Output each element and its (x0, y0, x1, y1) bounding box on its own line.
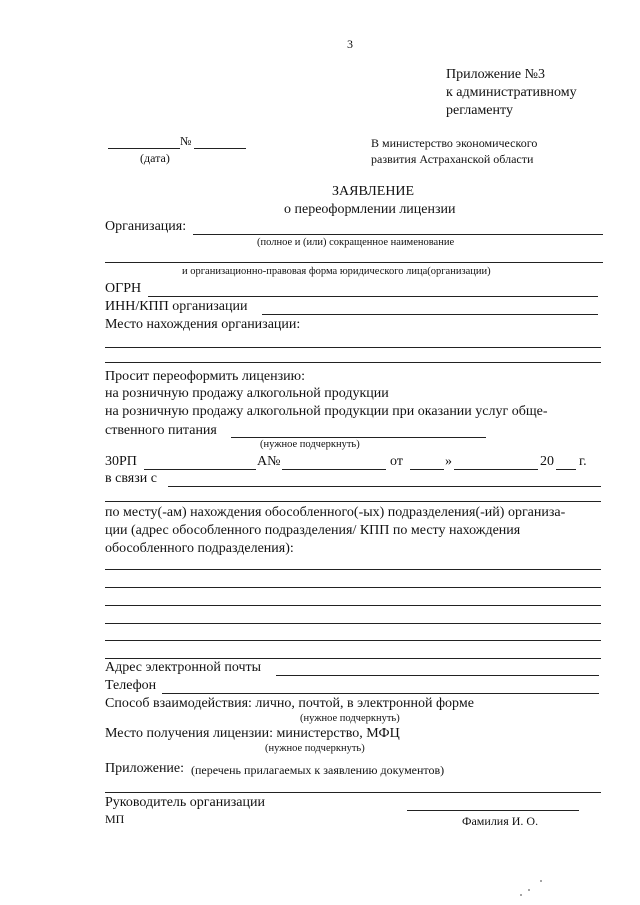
phone-line (162, 693, 599, 694)
appendix-line-2: к административному (446, 85, 577, 100)
request-intro: Просит переоформить лицензию: (105, 369, 305, 384)
organization-label: Организация: (105, 219, 187, 234)
license-year-suffix: г. (579, 454, 587, 469)
recipient-line-1: В министерство экономического (371, 136, 538, 150)
interaction-label: Способ взаимодействия: лично, почтой, в электронной форме (105, 696, 474, 711)
license-a-number: А№ (257, 454, 281, 469)
date-caption: (дата) (140, 151, 170, 165)
document-subtitle: о переоформлении лицензии (284, 202, 456, 217)
stamp-label: МП (105, 812, 125, 826)
attachment-label: Приложение: (105, 761, 185, 776)
ogrn-line (148, 296, 598, 297)
license-from: от (390, 454, 403, 469)
phone-label: Телефон (105, 678, 157, 693)
organization-line (193, 234, 603, 235)
recipient-line-2: развития Астраханской области (371, 152, 534, 166)
branch-text-3: обособленного подразделения): (105, 541, 294, 556)
license-day-line (410, 469, 444, 470)
license-year-prefix: 20 (540, 454, 554, 469)
email-line (276, 675, 599, 676)
interaction-hint: (нужное подчеркнуть) (300, 713, 400, 724)
branch-line-5 (105, 640, 601, 641)
scan-speck (540, 880, 542, 882)
org-address-line-2 (105, 362, 601, 363)
org-address-line-1 (105, 347, 601, 348)
request-option-retail: на розничную продажу алкогольной продукции (105, 386, 389, 401)
name-caption: Фамилия И. О. (462, 814, 539, 828)
date-line (108, 148, 180, 149)
inn-kpp-label: ИНН/КПП организации (105, 299, 248, 314)
appendix-line-1: Приложение №3 (446, 67, 545, 82)
license-a-line (282, 469, 386, 470)
ogrn-label: ОГРН (105, 281, 142, 296)
page-number: 3 (347, 37, 353, 51)
branch-line-2 (105, 587, 601, 588)
scan-speck (520, 894, 522, 896)
receive-label: Место получения лицензии: министерство, МФЦ (105, 726, 400, 741)
organization-hint-2: и организационно-правовая форма юридического лица(организации) (182, 266, 491, 277)
license-prefix: 30РП (105, 454, 137, 469)
catering-line (231, 437, 486, 438)
number-line (194, 148, 246, 149)
email-label: Адрес электронной почты (105, 660, 262, 675)
document-title: ЗАЯВЛЕНИЕ (332, 184, 415, 199)
appendix-line-3: регламенту (446, 103, 513, 118)
reason-label: в связи с (105, 471, 157, 486)
head-label: Руководитель организации (105, 795, 265, 810)
attachment-line-1 (105, 792, 601, 793)
organization-line-2 (105, 262, 603, 263)
signature-line (407, 810, 579, 811)
attachment-hint: (перечень прилагаемых к заявлению документов) (191, 763, 445, 777)
branch-text-2: ции (адрес обособленного подразделения/ КПП по месту нахождения (105, 523, 521, 538)
branch-text-1: по месту(-ам) нахождения обособленного(-ых) подразделения(-ий) организа- (105, 505, 566, 520)
branch-line-6 (105, 658, 601, 659)
number-sign: № (180, 134, 192, 148)
branch-line-1 (105, 569, 601, 570)
license-month-line (454, 469, 538, 470)
org-address-label: Место нахождения организации: (105, 317, 301, 332)
license-number-line (144, 469, 256, 470)
inn-kpp-line (262, 314, 598, 315)
license-year-line (556, 469, 576, 470)
reason-line-2 (105, 501, 601, 502)
scan-speck (528, 889, 530, 891)
request-option-catering-b: ственного питания (105, 423, 217, 438)
request-option-catering-a: на розничную продажу алкогольной продукции при оказании услуг обще- (105, 404, 548, 419)
organization-hint-1: (полное и (или) сокращенное наименование (257, 237, 455, 248)
branch-line-3 (105, 605, 601, 606)
reason-line-1 (168, 486, 601, 487)
choose-hint: (нужное подчеркнуть) (260, 439, 360, 450)
branch-line-4 (105, 623, 601, 624)
license-quote: » (445, 454, 452, 469)
receive-hint: (нужное подчеркнуть) (265, 743, 365, 754)
